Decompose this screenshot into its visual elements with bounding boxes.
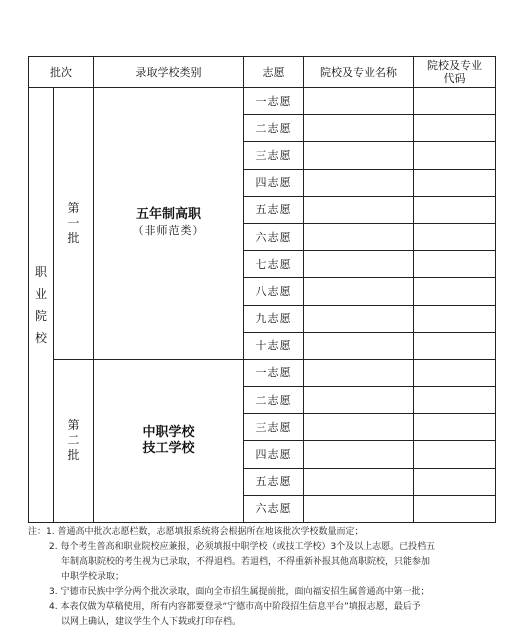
school-major-name-input[interactable] [304,332,414,359]
school-major-code-input[interactable] [414,495,496,522]
note-4a: 4. 本表仅做为草稿使用，所有内容都要登录“宁德市高中阶段招生信息平台”填报志愿，最后予 [49,602,421,612]
choice-text: 六志愿 [255,502,292,516]
choice-text: 五志愿 [255,203,292,217]
batch-1-category-sub: （非师范类） [132,224,205,238]
choice-text: 九志愿 [255,312,292,326]
choice-label [244,359,304,386]
choice-text: 四志愿 [255,176,292,190]
choice-label [244,223,304,250]
choice-text: 二志愿 [255,393,292,407]
school-major-name-input[interactable] [304,169,414,196]
choice-label [244,305,304,332]
choice-text: 四志愿 [255,448,292,462]
school-major-name-input[interactable] [304,387,414,414]
choice-text: 二志愿 [255,121,292,135]
choice-label [244,332,304,359]
school-major-code-input[interactable] [414,223,496,250]
batch-2-category-line1: 中职学校 [142,424,195,440]
school-major-code-input[interactable] [414,441,496,468]
application-form-table [28,56,496,523]
header-code-line2: 代码 [443,72,466,85]
school-major-name-input[interactable] [304,196,414,223]
group-vocational-schools [29,88,54,523]
choice-label [244,468,304,495]
school-major-code-input[interactable] [414,142,496,169]
choice-text: 三志愿 [255,148,292,162]
school-major-name-input[interactable] [304,278,414,305]
choice-label [244,115,304,142]
choice-row [29,88,496,115]
school-major-code-input[interactable] [414,278,496,305]
school-major-name-input[interactable] [304,414,414,441]
choice-label [244,251,304,278]
choice-row [29,359,496,386]
batch-1-label: 第一批 [67,200,80,245]
header-school-major-name: 院校及专业名称 [304,57,414,88]
school-major-code-input[interactable] [414,387,496,414]
batch-2-label: 第二批 [67,418,80,463]
school-major-code-input[interactable] [414,115,496,142]
school-major-code-input[interactable] [414,88,496,115]
note-2c: 中职学校录取； [61,572,125,582]
school-major-name-input[interactable] [304,305,414,332]
batch-2-category [94,359,244,522]
choice-text: 一志愿 [255,366,292,380]
school-major-name-input[interactable] [304,142,414,169]
choice-label [244,142,304,169]
choice-text: 八志愿 [255,284,292,298]
choice-label [244,169,304,196]
note-2b: 年制高职院校的考生视为已录取，不得退档。若退档，不得重新补报其他高职院校，只能参加 [61,557,431,567]
school-major-code-input[interactable] [414,414,496,441]
header-row [29,57,496,88]
school-major-name-input[interactable] [304,441,414,468]
choice-label [244,278,304,305]
header-school-type: 录取学校类别 [94,57,244,88]
note-1: 注：1. 普通高中批次志愿栏数，志愿填报系统将会根据所在地该批次学校数量而定； [28,527,364,537]
batch-1-cell [54,88,94,360]
school-major-name-input[interactable] [304,115,414,142]
school-major-code-input[interactable] [414,305,496,332]
school-major-code-input[interactable] [414,251,496,278]
header-batch: 批次 [29,57,94,88]
school-major-name-input[interactable] [304,223,414,250]
note-4b: 以网上确认，建议学生个人下载或打印存档。 [61,617,242,627]
choice-text: 十志愿 [255,339,292,353]
batch-2-cell [54,359,94,522]
note-3: 3. 宁德市民族中学分两个批次录取，面向全市招生属提前批，面向福安招生属普通高中第一批； [49,587,430,597]
choice-text: 六志愿 [255,230,292,244]
school-major-code-input[interactable] [414,169,496,196]
school-major-code-input[interactable] [414,332,496,359]
choice-text: 一志愿 [255,94,292,108]
choice-label [244,441,304,468]
header-code-line1: 院校及专业 [427,59,482,72]
group-label: 职业院校 [35,265,48,345]
batch-2-category-line2: 技工学校 [142,440,195,456]
header-code [414,57,496,88]
choice-text: 五志愿 [255,475,292,489]
choice-text: 七志愿 [255,257,292,271]
note-2a: 2. 每个考生普高和职业院校应兼报，必须填报中职学校（或技工学校）3个及以上志愿。已投档五 [49,542,436,552]
school-major-name-input[interactable] [304,495,414,522]
school-major-name-input[interactable] [304,359,414,386]
choice-label [244,387,304,414]
footnotes [28,525,498,630]
header-choice: 志愿 [244,57,304,88]
choice-label [244,88,304,115]
school-major-name-input[interactable] [304,468,414,495]
school-major-code-input[interactable] [414,468,496,495]
choice-label [244,414,304,441]
choice-label [244,495,304,522]
school-major-code-input[interactable] [414,359,496,386]
batch-1-category [94,88,244,360]
batch-1-category-main: 五年制高职 [135,207,201,223]
school-major-code-input[interactable] [414,196,496,223]
choice-text: 三志愿 [255,420,292,434]
school-major-name-input[interactable] [304,251,414,278]
school-major-name-input[interactable] [304,88,414,115]
choice-label [244,196,304,223]
